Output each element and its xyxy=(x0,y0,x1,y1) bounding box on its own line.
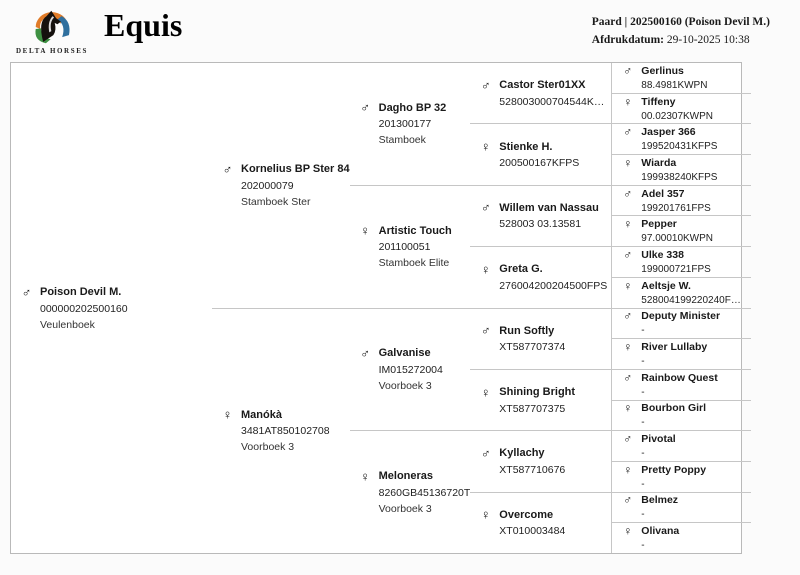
horse-number: 528003000704544K… xyxy=(499,95,605,108)
horse-name: Gerlinus xyxy=(641,64,684,77)
horse-name: Wiarda xyxy=(641,156,677,169)
male-icon: ♂ xyxy=(360,345,370,361)
horse-name: Deputy Minister xyxy=(641,310,721,323)
logo xyxy=(14,6,90,55)
female-icon: ♀ xyxy=(623,462,633,477)
pedigree-table xyxy=(10,62,742,554)
horse-name: Stienke H. xyxy=(499,140,553,153)
horse-number: - xyxy=(641,540,645,552)
female-icon: ♀ xyxy=(623,524,633,539)
male-icon: ♂ xyxy=(623,432,633,447)
horse-name: Rainbow Quest xyxy=(641,371,718,384)
female-icon: ♀ xyxy=(623,278,633,293)
horse-name: Overcome xyxy=(499,508,554,521)
horse-name: Bourbon Girl xyxy=(641,402,707,415)
male-icon: ♂ xyxy=(623,309,633,324)
horse-number: 8260GB45136720T xyxy=(378,486,471,499)
male-icon: ♂ xyxy=(360,100,370,116)
horse-number: 276004200204500FPS xyxy=(499,279,608,292)
horse-name: Tiffeny xyxy=(641,95,676,108)
pedigree-cell xyxy=(470,185,611,246)
horse-name: Manókà xyxy=(241,408,282,421)
male-icon: ♂ xyxy=(623,125,633,140)
horse-name: Jasper 366 xyxy=(641,126,696,139)
male-icon: ♂ xyxy=(623,63,633,78)
horse-number: 199201761FPS xyxy=(641,202,711,214)
horse-book: Stamboek xyxy=(378,134,426,147)
print-date-line xyxy=(592,32,770,50)
horse-name: Greta G. xyxy=(499,263,543,276)
horse-number: 199000721FPS xyxy=(641,263,711,275)
horse-book: Voorboek 3 xyxy=(241,441,295,454)
horse-name: Kyllachy xyxy=(499,447,545,460)
male-icon: ♂ xyxy=(222,161,233,177)
horse-number: 202000079 xyxy=(241,179,294,192)
pedigree-cell xyxy=(612,522,751,553)
pedigree-cell-subject xyxy=(11,63,212,553)
male-icon: ♂ xyxy=(623,493,633,508)
horse-book: Voorboek 3 xyxy=(378,502,432,515)
pedigree-cell xyxy=(612,461,751,492)
horse-book: Stamboek Ster xyxy=(241,195,311,208)
female-icon: ♀ xyxy=(623,340,633,355)
horse-reference: Paard | 202500160 (Poison Devil M.) xyxy=(591,16,770,28)
horse-name: Belmez xyxy=(641,494,679,507)
generation-column-3 xyxy=(350,63,471,553)
pedigree-cell xyxy=(350,430,471,553)
horse-number: 528003 03.13581 xyxy=(499,218,582,231)
pedigree-cell xyxy=(612,154,751,185)
pedigree-cell xyxy=(470,308,611,369)
pedigree-cell xyxy=(612,277,751,308)
pedigree-cell xyxy=(470,63,611,123)
pedigree-cell xyxy=(612,369,751,400)
horse-number: XT587707375 xyxy=(499,402,566,415)
horse-number: 88.4981KWPN xyxy=(641,79,708,91)
female-icon: ♀ xyxy=(360,468,370,484)
horse-number: 200500167KFPS xyxy=(499,157,580,170)
female-icon: ♀ xyxy=(623,94,633,109)
report-meta xyxy=(592,6,770,50)
pedigree-cell-dam xyxy=(212,308,350,554)
pedigree-cell xyxy=(612,246,751,277)
pedigree-cell xyxy=(612,63,751,93)
horse-number: 97.00010KWPN xyxy=(641,233,714,245)
horse-number: - xyxy=(641,509,645,521)
horse-number: 000000202500160 xyxy=(40,302,128,315)
pedigree-cell-sire xyxy=(212,63,350,308)
horse-number: IM015272004 xyxy=(378,363,443,376)
print-date-label: Afdrukdatum: xyxy=(591,33,664,46)
male-icon: ♂ xyxy=(623,186,633,201)
page-header xyxy=(0,0,800,62)
female-icon: ♀ xyxy=(360,223,370,239)
pedigree-cell xyxy=(612,185,751,216)
pedigree-cell xyxy=(470,430,611,491)
female-icon: ♀ xyxy=(480,261,491,277)
female-icon: ♀ xyxy=(623,401,633,416)
horse-number: 00.02307KWPN xyxy=(641,110,714,122)
pedigree-cell xyxy=(612,492,751,523)
pedigree-cell xyxy=(470,123,611,184)
horse-number: 199938240KFPS xyxy=(641,171,718,183)
horse-number: XT010003484 xyxy=(499,525,566,538)
pedigree-cell xyxy=(350,63,471,185)
pedigree-cell xyxy=(612,215,751,246)
male-icon: ♂ xyxy=(480,200,491,216)
pedigree-cell xyxy=(350,185,471,308)
horse-name: Shining Bright xyxy=(499,386,576,399)
pedigree-cell xyxy=(612,123,751,154)
generation-column-4 xyxy=(470,63,611,553)
generation-column-2 xyxy=(212,63,350,553)
female-icon: ♀ xyxy=(480,507,491,523)
horse-number: - xyxy=(641,417,645,429)
horse-book: Voorboek 3 xyxy=(378,379,432,392)
pedigree-cell xyxy=(612,308,751,339)
pedigree-cell xyxy=(470,246,611,307)
horse-number: - xyxy=(641,386,645,398)
print-date-value: 29-10-2025 10:38 xyxy=(664,33,750,46)
pedigree-cell xyxy=(612,338,751,369)
horse-book: Stamboek Elite xyxy=(378,257,450,270)
horse-number: XT587710676 xyxy=(499,463,566,476)
pedigree-cell xyxy=(612,93,751,124)
horse-number: 201300177 xyxy=(378,118,432,131)
female-icon: ♀ xyxy=(623,217,633,232)
delta-horses-logo-icon xyxy=(30,8,74,46)
horse-name: Pivotal xyxy=(641,433,676,446)
horse-name: Pretty Poppy xyxy=(641,463,707,476)
horse-number: 199520431KFPS xyxy=(641,141,718,153)
horse-name: Poison Devil M. xyxy=(40,286,122,298)
pedigree-cell xyxy=(470,369,611,430)
horse-name: River Lullaby xyxy=(641,341,708,354)
horse-name: Castor Ster01XX xyxy=(499,79,586,92)
female-icon: ♀ xyxy=(623,155,633,170)
horse-number: - xyxy=(641,325,645,337)
horse-name: Ulke 338 xyxy=(641,248,684,261)
horse-name: Pepper xyxy=(641,218,677,231)
horse-name: Galvanise xyxy=(378,347,431,360)
horse-name: Willem van Nassau xyxy=(499,201,599,214)
male-icon: ♂ xyxy=(480,445,491,461)
male-icon: ♂ xyxy=(623,370,633,385)
pedigree-cell xyxy=(612,430,751,461)
horse-name: Adel 357 xyxy=(641,187,685,200)
horse-number: - xyxy=(641,478,645,490)
female-icon: ♀ xyxy=(480,139,491,155)
female-icon: ♀ xyxy=(480,384,491,400)
pedigree-cell xyxy=(470,492,611,553)
generation-column-1 xyxy=(11,63,212,553)
male-icon: ♂ xyxy=(480,323,491,339)
horse-number: 528004199220240F… xyxy=(641,294,741,306)
brand-name: DELTA HORSES xyxy=(16,47,88,55)
horse-name: Dagho BP 32 xyxy=(378,101,447,114)
horse-number: - xyxy=(641,356,645,368)
page-title: Equis xyxy=(104,7,183,43)
horse-book: Veulenboek xyxy=(40,318,95,331)
horse-name: Aeltsje W. xyxy=(641,279,691,292)
male-icon: ♂ xyxy=(623,247,633,262)
pedigree-cell xyxy=(612,400,751,431)
horse-name: Artistic Touch xyxy=(378,224,452,237)
horse-name: Olivana xyxy=(641,525,680,538)
male-icon: ♂ xyxy=(21,284,32,300)
horse-number: 201100051 xyxy=(378,241,431,254)
horse-number: - xyxy=(641,448,645,460)
horse-number: XT587707374 xyxy=(499,341,566,354)
male-icon: ♂ xyxy=(480,77,491,93)
female-icon: ♀ xyxy=(222,407,233,423)
pedigree-cell xyxy=(350,308,471,431)
horse-number: 3481AT850102708 xyxy=(241,425,330,438)
generation-column-5 xyxy=(611,63,751,553)
horse-name: Kornelius BP Ster 84 xyxy=(241,163,350,176)
horse-name: Run Softly xyxy=(499,324,555,337)
horse-name: Meloneras xyxy=(378,470,434,483)
